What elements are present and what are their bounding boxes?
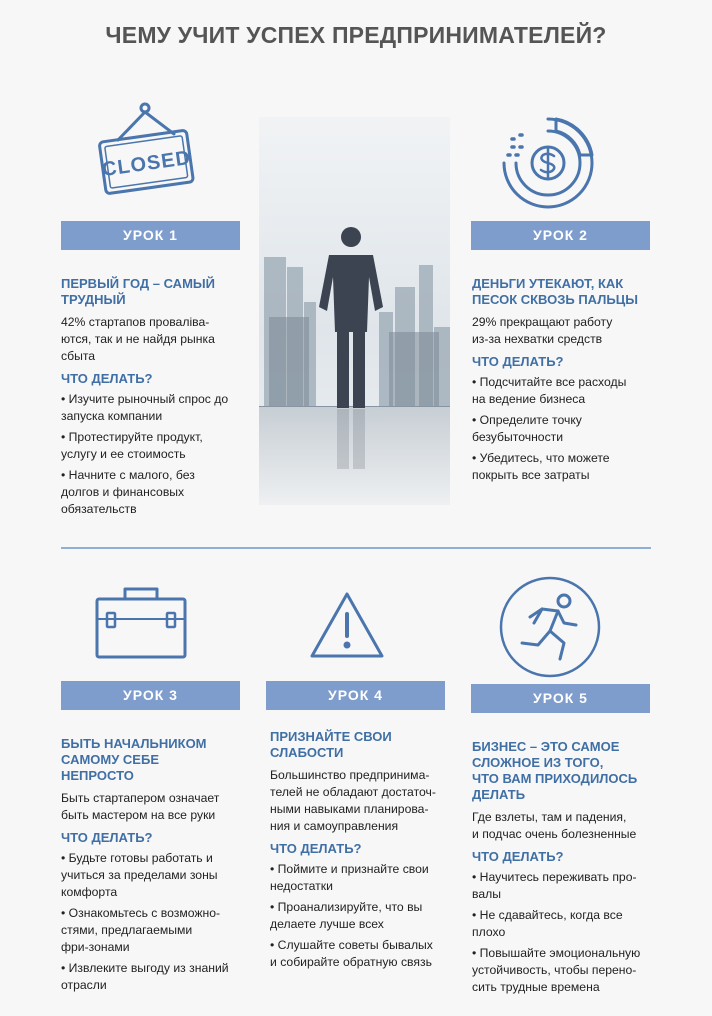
lesson-5-tips — [472, 869, 667, 996]
lesson-1-banner: УРОК 1 — [61, 221, 240, 250]
businessman-photo-illustration — [259, 117, 450, 505]
dollar-coin-icon — [498, 113, 598, 213]
closed-sign-text: CLOSED — [100, 146, 193, 182]
list-item: • Извлеките выгоду из знаний отрасли — [61, 960, 256, 994]
list-item: • Подсчитайте все расходы на ведение бизнеса — [472, 374, 662, 408]
lesson-2-content — [472, 276, 662, 488]
runner-icon — [498, 575, 602, 679]
list-item: • Изучите рыночный спрос до запуска компании — [61, 391, 251, 425]
lesson-1-text: 42% стартапов проваліва- ются, так и не найдя рынка сбыта — [61, 315, 215, 363]
list-item: • Проанализируйте, что вы делаете лучше всех — [270, 899, 455, 933]
lesson-3-banner: УРОК 3 — [61, 681, 240, 710]
lesson-2-heading: ДЕНЬГИ УТЕКАЮТ, КАК ПЕСОК СКВОЗЬ ПАЛЬЦЫ — [472, 276, 638, 307]
lesson-4-heading: ПРИЗНАЙТЕ СВОИ СЛАБОСТИ — [270, 729, 392, 760]
lesson-5-text: Где взлеты, там и падения, и подчас очень болезненные — [472, 810, 637, 841]
lesson-5-banner: УРОК 5 — [471, 684, 650, 713]
closed-sign-icon — [96, 100, 196, 200]
lesson-3-text: Быть стартапером означает быть мастером на все руки — [61, 791, 220, 822]
lesson-4-tips — [270, 861, 455, 971]
list-item: • Научитесь переживать про- валы — [472, 869, 667, 903]
lesson-3-content — [61, 736, 256, 998]
list-item: • Слушайте советы бывалых и собирайте обратную связь — [270, 937, 455, 971]
warning-icon — [308, 590, 386, 660]
lesson-4-content — [270, 729, 455, 975]
list-item: • Начните с малого, без долгов и финансовых обязательств — [61, 467, 251, 518]
list-item: • Повышайте эмоциональную устойчивость, чтобы перено- сить трудные времена — [472, 945, 667, 996]
list-item: • Протестируйте продукт, услугу и ее стоимость — [61, 429, 251, 463]
lesson-1-heading: ПЕРВЫЙ ГОД – САМЫЙ ТРУДНЫЙ — [61, 276, 215, 307]
lesson-5-heading: БИЗНЕС – ЭТО САМОЕ СЛОЖНОЕ ИЗ ТОГО, ЧТО ВАМ ПРИХОДИЛОСЬ ДЕЛАТЬ — [472, 739, 638, 802]
lesson-2-tips — [472, 374, 662, 484]
briefcase-icon — [95, 585, 187, 660]
lesson-4-text: Большинство предпринима- телей не обладают достаточ- ными навыками планирова- ния и самоуправления — [270, 768, 436, 833]
lesson-2-text: 29% прекращают работу из-за нехватки средств — [472, 315, 613, 346]
lesson-2-what-to-do: ЧТО ДЕЛАТЬ? — [472, 354, 564, 369]
lesson-1-what-to-do: ЧТО ДЕЛАТЬ? — [61, 371, 153, 386]
list-item: • Определите точку безубыточности — [472, 412, 662, 446]
lesson-3-tips — [61, 850, 256, 994]
lesson-1-tips — [61, 391, 251, 518]
list-item: • Убедитесь, что можете покрыть все затраты — [472, 450, 662, 484]
list-item: • Ознакомьтесь с возможно- стями, предлагаемыми фри-зонами — [61, 905, 256, 956]
list-item: • Не сдавайтесь, когда все плохо — [472, 907, 667, 941]
page-title: ЧЕМУ УЧИТ УСПЕХ ПРЕДПРИНИМАТЕЛЕЙ? — [105, 22, 607, 48]
businessman-photo — [259, 117, 450, 505]
list-item: • Будьте готовы работать и учиться за пределами зоны комфорта — [61, 850, 256, 901]
list-item: • Поймите и признайте свои недостатки — [270, 861, 455, 895]
lesson-3-what-to-do: ЧТО ДЕЛАТЬ? — [61, 830, 153, 845]
lesson-3-heading: БЫТЬ НАЧАЛЬНИКОМ САМОМУ СЕБЕ НЕПРОСТО — [61, 736, 207, 783]
lesson-5-what-to-do: ЧТО ДЕЛАТЬ? — [472, 849, 564, 864]
lesson-1-content — [61, 276, 251, 522]
lesson-4-what-to-do: ЧТО ДЕЛАТЬ? — [270, 841, 362, 856]
lesson-2-banner: УРОК 2 — [471, 221, 650, 250]
section-divider — [61, 547, 651, 549]
lesson-5-content — [472, 739, 667, 1000]
lesson-4-banner: УРОК 4 — [266, 681, 445, 710]
